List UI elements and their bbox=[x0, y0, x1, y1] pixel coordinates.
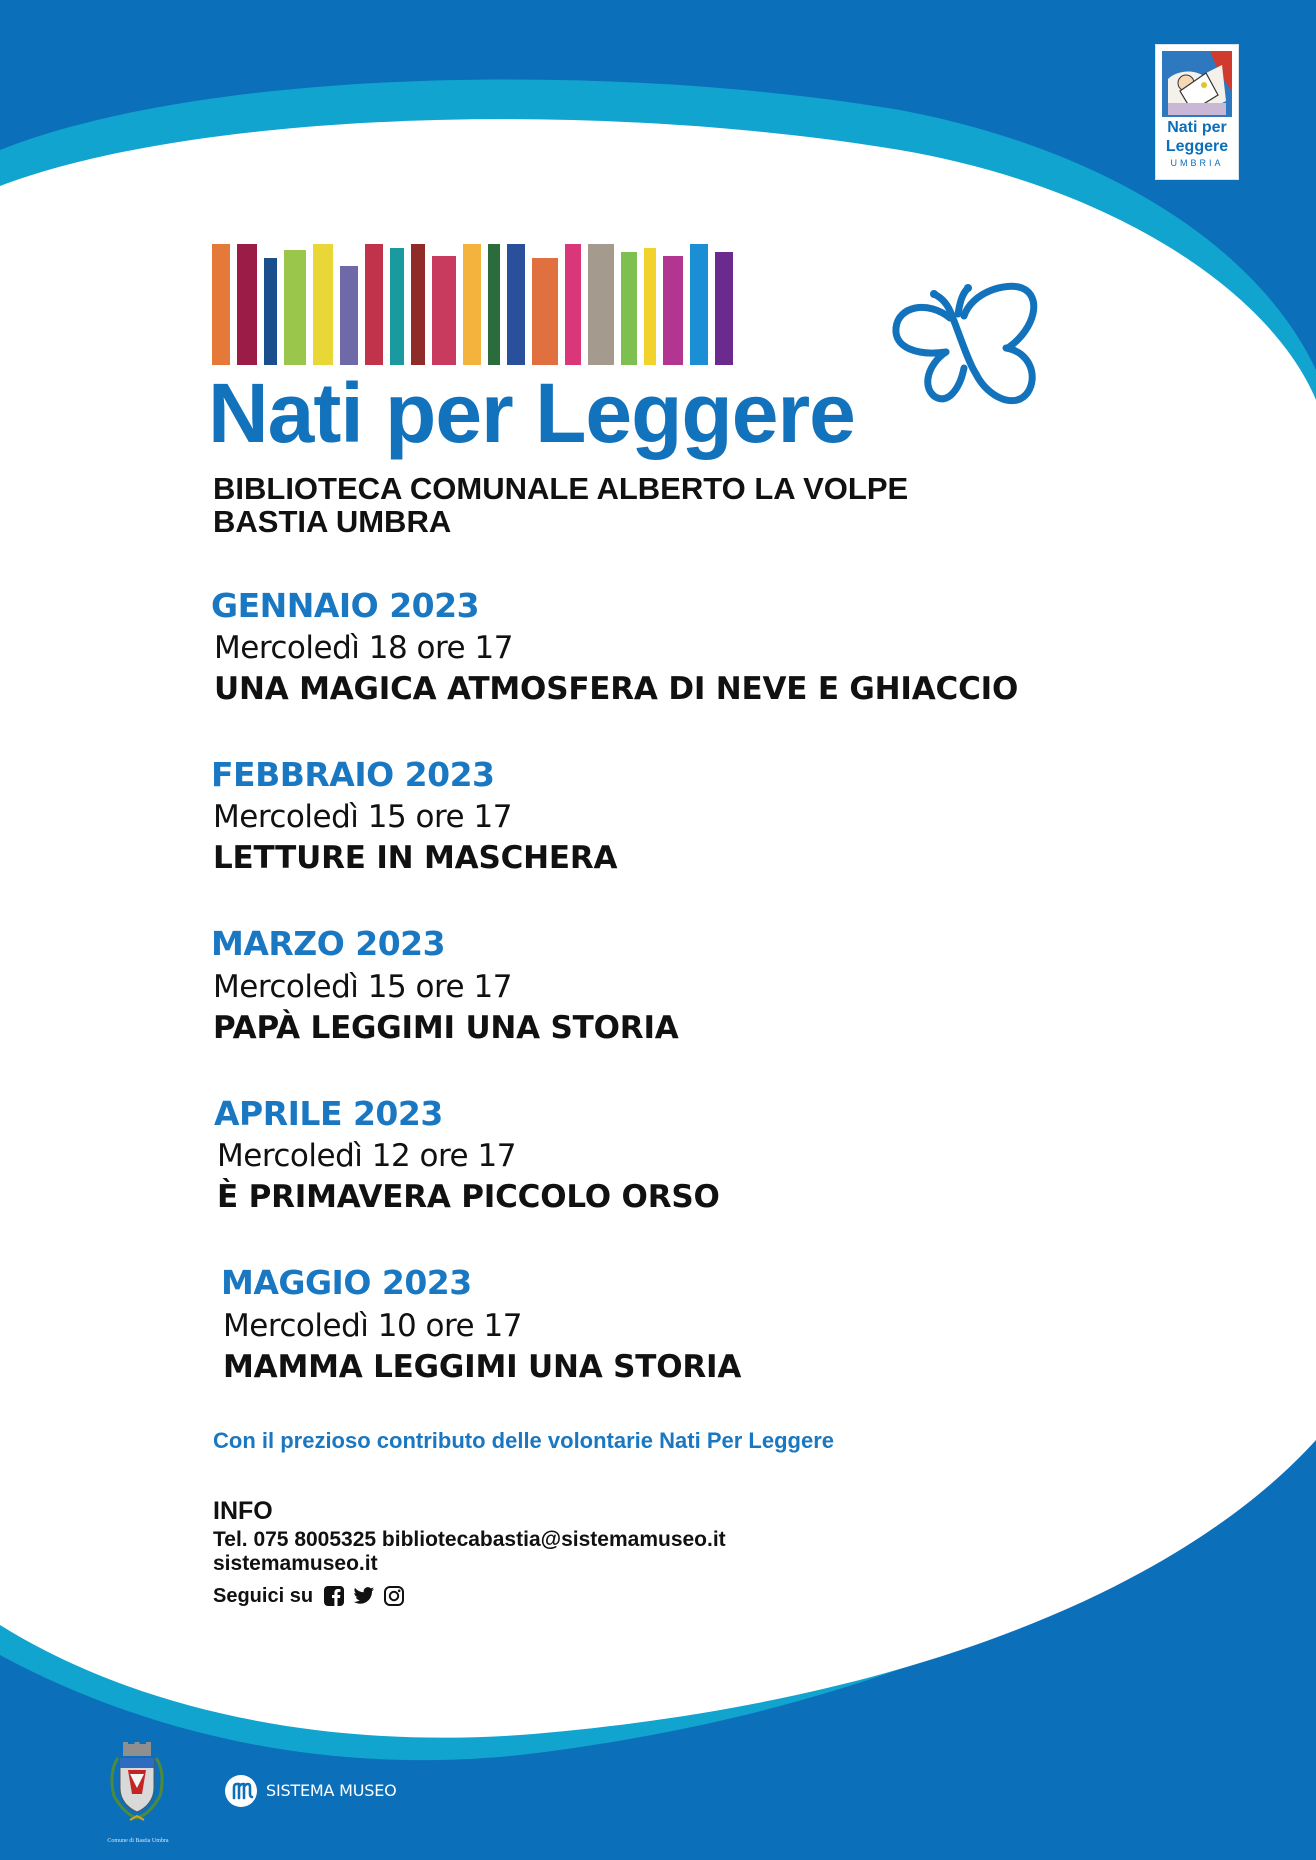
instagram-icon[interactable] bbox=[383, 1585, 405, 1607]
book-spine bbox=[565, 244, 581, 365]
book-spine bbox=[390, 248, 404, 365]
corner-logo-line3: UMBRIA bbox=[1170, 158, 1224, 168]
event-month: FEBBRAIO 2023 bbox=[211, 755, 495, 794]
sistema-museo-logo-icon bbox=[224, 1774, 258, 1808]
website-link[interactable]: sistemamuseo.it bbox=[213, 1552, 378, 1575]
event-date: Mercoledì 15 ore 17 bbox=[213, 969, 512, 1005]
event-title: UNA MAGICA ATMOSFERA DI NEVE E GHIACCIO bbox=[214, 671, 1019, 707]
info-heading: INFO bbox=[213, 1497, 273, 1525]
book-spine bbox=[663, 256, 683, 365]
follow-label: Seguici su bbox=[213, 1585, 314, 1607]
book-spine bbox=[715, 252, 733, 365]
event-month: MARZO 2023 bbox=[211, 924, 446, 963]
book-spine bbox=[237, 244, 257, 365]
municipality-crest-icon bbox=[106, 1740, 168, 1832]
social-follow bbox=[213, 1584, 405, 1608]
municipality-label: Comune di Bastia Umbra bbox=[107, 1838, 169, 1844]
book-spine bbox=[365, 244, 383, 365]
twitter-icon[interactable] bbox=[353, 1585, 375, 1607]
event-title: PAPÀ LEGGIMI UNA STORIA bbox=[213, 1010, 679, 1046]
book-spine bbox=[432, 256, 456, 365]
event-date: Mercoledì 15 ore 17 bbox=[213, 799, 512, 835]
book-spine bbox=[340, 266, 358, 365]
sistema-museo-label: SISTEMA MUSEO bbox=[266, 1781, 397, 1800]
book-spine bbox=[463, 244, 481, 365]
event-date: Mercoledì 18 ore 17 bbox=[214, 630, 513, 666]
event-month: MAGGIO 2023 bbox=[221, 1263, 472, 1302]
event-date: Mercoledì 10 ore 17 bbox=[223, 1308, 522, 1344]
book-spine bbox=[644, 248, 656, 365]
book-spine bbox=[588, 244, 614, 365]
event-title: È PRIMAVERA PICCOLO ORSO bbox=[217, 1179, 720, 1215]
reading-child-icon bbox=[1162, 51, 1232, 117]
event-month: GENNAIO 2023 bbox=[211, 586, 480, 625]
book-spine bbox=[264, 258, 277, 365]
event-title: MAMMA LEGGIMI UNA STORIA bbox=[223, 1349, 742, 1385]
facebook-icon[interactable] bbox=[323, 1585, 345, 1607]
book-spine bbox=[507, 244, 525, 365]
event-month: APRILE 2023 bbox=[214, 1094, 443, 1133]
book-spine bbox=[313, 244, 333, 365]
book-spine bbox=[212, 244, 230, 365]
colored-books-graphic bbox=[212, 240, 812, 365]
library-name: BIBLIOTECA COMUNALE ALBERTO LA VOLPE bbox=[213, 471, 909, 506]
book-spine bbox=[690, 244, 708, 365]
nati-per-leggere-umbria-logo bbox=[1155, 44, 1239, 180]
book-spine bbox=[621, 252, 637, 365]
corner-logo-line1: Nati per bbox=[1167, 119, 1227, 136]
book-spine bbox=[532, 258, 558, 365]
main-title: Nati per Leggere bbox=[208, 366, 855, 460]
butterfly-icon bbox=[888, 278, 1048, 423]
contact-line: Tel. 075 8005325 bibliotecabastia@sistemamuseo.it bbox=[213, 1528, 726, 1551]
corner-logo-line2: Leggere bbox=[1165, 138, 1229, 155]
book-spine bbox=[284, 250, 306, 365]
book-spine bbox=[411, 244, 425, 365]
contribution-note: Con il prezioso contributo delle volontarie Nati Per Leggere bbox=[213, 1428, 834, 1453]
book-spine bbox=[488, 244, 500, 365]
event-title: LETTURE IN MASCHERA bbox=[213, 840, 618, 876]
library-city: BASTIA UMBRA bbox=[213, 504, 452, 539]
event-date: Mercoledì 12 ore 17 bbox=[217, 1138, 516, 1174]
